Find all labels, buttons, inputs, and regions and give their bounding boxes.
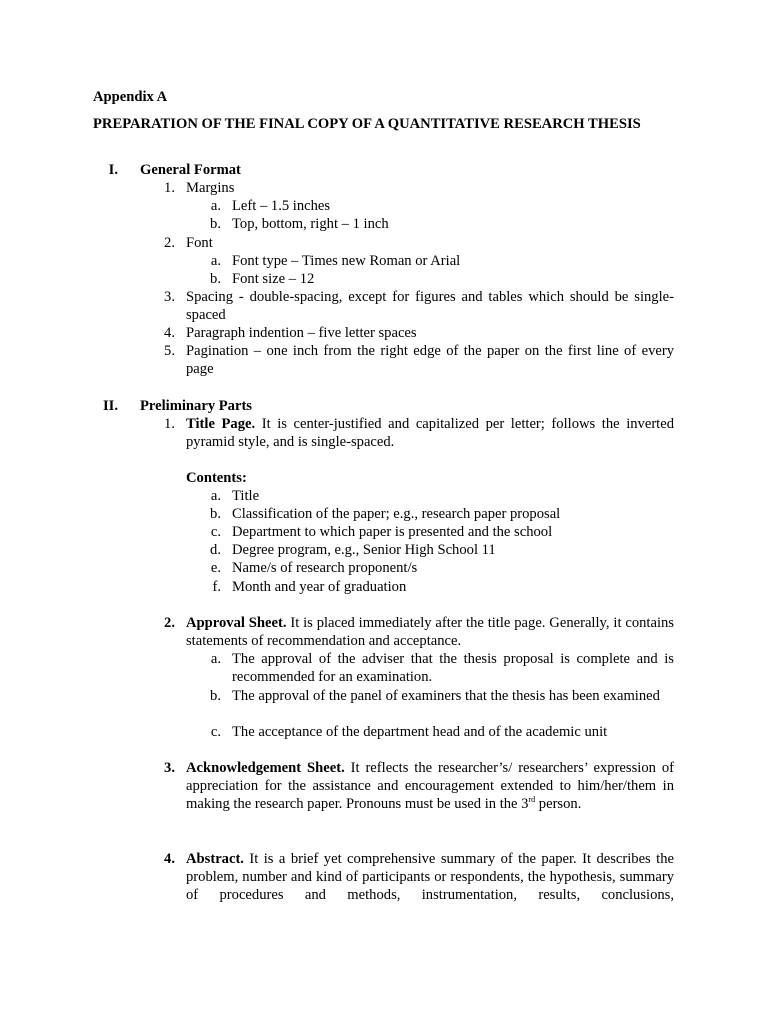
contents-label: Contents:: [186, 470, 247, 486]
list-letter: f.: [212, 579, 221, 595]
approval-sheet-paragraph: [186, 614, 674, 650]
appendix-label: Appendix A: [93, 89, 168, 105]
title-page-label: Title Page.: [186, 416, 256, 432]
section-2-heading: Preliminary Parts: [140, 398, 252, 414]
list-number: 3.: [164, 289, 175, 305]
margins-item: Margins: [186, 180, 235, 196]
list-letter: c.: [210, 724, 221, 740]
font-type-item: Font type – Times new Roman or Arial: [232, 253, 461, 269]
margins-left-item: Left – 1.5 inches: [232, 198, 331, 214]
acknowledgement-paragraph: [186, 759, 674, 813]
pagination-item: Pagination – one inch from the right edge of the paper on the first line of every page: [186, 343, 674, 377]
abstract-text: It is a brief yet comprehensive summary of the paper. It describes the problem, number and kind of participants or respondents, the hypothesis, summary of procedures and methods, instrumentation, results, conclusions,: [186, 851, 674, 903]
margins-other-item: Top, bottom, right – 1 inch: [232, 216, 389, 232]
list-letter: b.: [210, 271, 221, 287]
list-letter: a.: [210, 198, 221, 214]
contents-item: Name/s of research proponent/s: [232, 560, 418, 576]
title-page-paragraph: [186, 415, 674, 451]
list-letter: b.: [210, 506, 221, 522]
approval-item: The acceptance of the department head and of the academic unit: [232, 724, 608, 740]
acknowledgement-text-end: person.: [538, 796, 582, 812]
ordinal-suffix: rd: [528, 795, 536, 804]
list-number: 1.: [164, 180, 175, 196]
list-number: 4.: [164, 325, 175, 341]
list-number: 2.: [164, 235, 175, 251]
list-letter: e.: [210, 560, 221, 576]
font-size-item: Font size – 12: [232, 271, 315, 287]
list-number: 1.: [164, 416, 175, 432]
list-number: 3.: [164, 760, 175, 776]
approval-item: The approval of the adviser that the thesis proposal is complete and is recommended for an examination.: [232, 651, 674, 685]
list-letter: a.: [210, 253, 221, 269]
section-1-heading: General Format: [140, 162, 241, 178]
contents-item: Degree program, e.g., Senior High School 11: [232, 542, 496, 558]
contents-item: Department to which paper is presented and the school: [232, 524, 553, 540]
contents-item: Month and year of graduation: [232, 579, 407, 595]
document-title: PREPARATION OF THE FINAL COPY OF A QUANTITATIVE RESEARCH THESIS: [93, 116, 641, 132]
section-2-number: II.: [102, 398, 118, 414]
spacing-item: Spacing - double-spacing, except for figures and tables which should be single-spaced: [186, 289, 674, 323]
contents-item: Title: [232, 488, 260, 504]
contents-item: Classification of the paper; e.g., research paper proposal: [232, 506, 561, 522]
font-item: Font: [186, 235, 213, 251]
list-letter: c.: [210, 524, 221, 540]
list-number: 5.: [164, 343, 175, 359]
list-number: 2.: [164, 615, 175, 631]
list-letter: d.: [210, 542, 221, 558]
abstract-paragraph: [186, 850, 674, 904]
list-letter: b.: [210, 216, 221, 232]
list-letter: a.: [210, 651, 221, 667]
approval-sheet-text: It is placed immediately after the title page. Generally, it contains statements of recommendation and acceptance.: [186, 615, 674, 649]
title-page-text: It is center-justified and capitalized per letter; follows the inverted pyramid style, and is single-spaced.: [186, 416, 675, 450]
approval-sheet-label: Approval Sheet.: [186, 615, 287, 631]
list-letter: a.: [210, 488, 221, 504]
indention-item: Paragraph indention – five letter spaces: [186, 325, 417, 341]
list-number: 4.: [164, 851, 175, 867]
acknowledgement-label: Acknowledgement Sheet.: [186, 760, 345, 776]
approval-item: The approval of the panel of examiners that the thesis has been examined: [232, 688, 660, 704]
list-letter: b.: [210, 688, 221, 704]
section-1-number: I.: [108, 162, 118, 178]
abstract-label: Abstract.: [186, 851, 244, 867]
acknowledgement-text: It reflects the researcher’s/ researchers’ expression of appreciation for the assistance and encouragement extended to him/her/them in making the research paper. Pronouns must be used in the 3: [186, 760, 674, 812]
